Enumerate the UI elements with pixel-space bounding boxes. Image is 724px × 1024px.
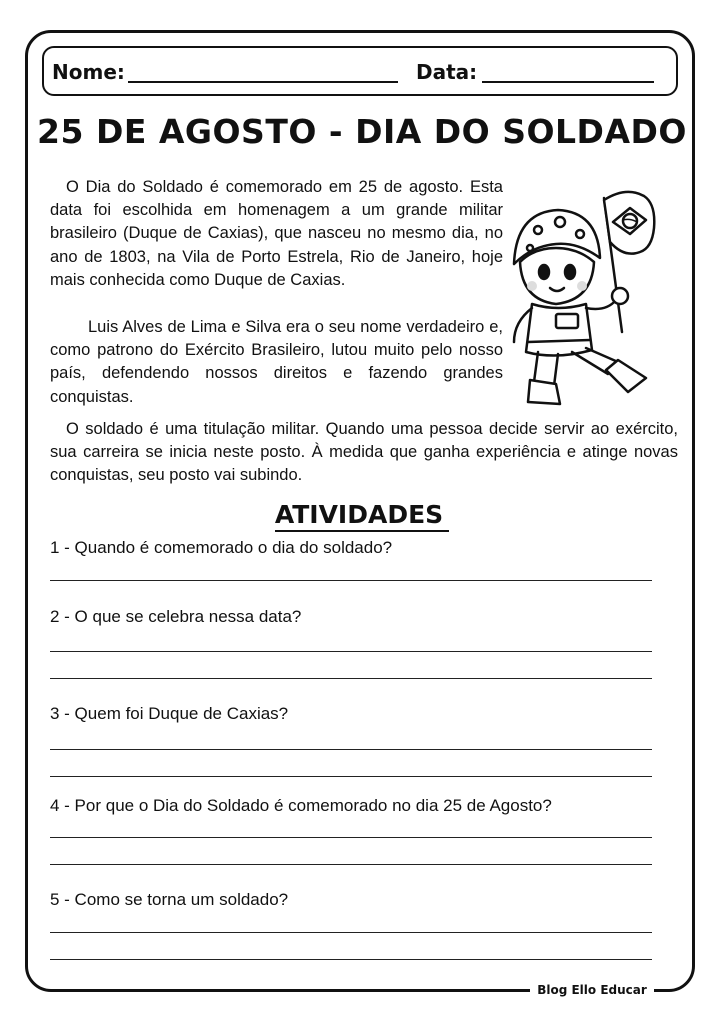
- answer-line[interactable]: [50, 932, 652, 933]
- answer-line[interactable]: [50, 959, 652, 960]
- face: [520, 248, 594, 304]
- page-title: 25 DE AGOSTO - DIA DO SOLDADO: [37, 112, 687, 151]
- date-label: Data:: [416, 60, 478, 84]
- left-boot: [528, 380, 560, 404]
- footer-credit: Blog Ello Educar: [530, 983, 654, 997]
- answer-line[interactable]: [50, 864, 652, 865]
- right-boot: [606, 360, 646, 392]
- paragraph-1: O Dia do Soldado é comemorado em 25 de agosto. Esta data foi escolhida em homenagem a um grande militar brasileiro (Duque de Caxias), que nasceu no mesmo dia, no ano de 1803, na Vila de Porto Estrela, Rio de Janeiro, hoje mais conhecida como Duque de Caxias.: [50, 178, 503, 289]
- answer-line[interactable]: [50, 651, 652, 652]
- paragraph-2: Luis Alves de Lima e Silva era o seu nome verdadeiro e, como patrono do Exército Brasileiro, lutou muito pelo nosso país, defendendo nossos direitos e fazendo grandes conquistas.: [50, 318, 503, 406]
- answer-line[interactable]: [50, 678, 652, 679]
- question-5: 5 - Como se torna um soldado?: [50, 890, 289, 909]
- question-3: 3 - Quem foi Duque de Caxias?: [50, 704, 289, 723]
- uniform: [526, 304, 592, 356]
- answer-line[interactable]: [50, 580, 652, 581]
- question-4: 4 - Por que o Dia do Soldado é comemorado no dia 25 de Agosto?: [50, 796, 552, 815]
- activities-title: [0, 500, 724, 529]
- activities-title-text: ATIVIDADES: [275, 500, 449, 532]
- question-2: 2 - O que se celebra nessa data?: [50, 607, 302, 626]
- name-field[interactable]: [128, 81, 398, 83]
- paragraph-3: O soldado é uma titulação militar. Quando uma pessoa decide servir ao exército, sua carreira se inicia neste posto. À medida que ganha experiência e atinge novas conquistas, seu posto vai subindo.: [50, 420, 678, 485]
- date-field[interactable]: [482, 81, 654, 83]
- answer-line[interactable]: [50, 749, 652, 750]
- question-1: 1 - Quando é comemorado o dia do soldado?: [50, 538, 393, 557]
- name-label: Nome:: [52, 60, 125, 84]
- answer-line[interactable]: [50, 837, 652, 838]
- answer-line[interactable]: [50, 776, 652, 777]
- soldier-illustration: [508, 182, 658, 412]
- student-info-box: [42, 46, 678, 96]
